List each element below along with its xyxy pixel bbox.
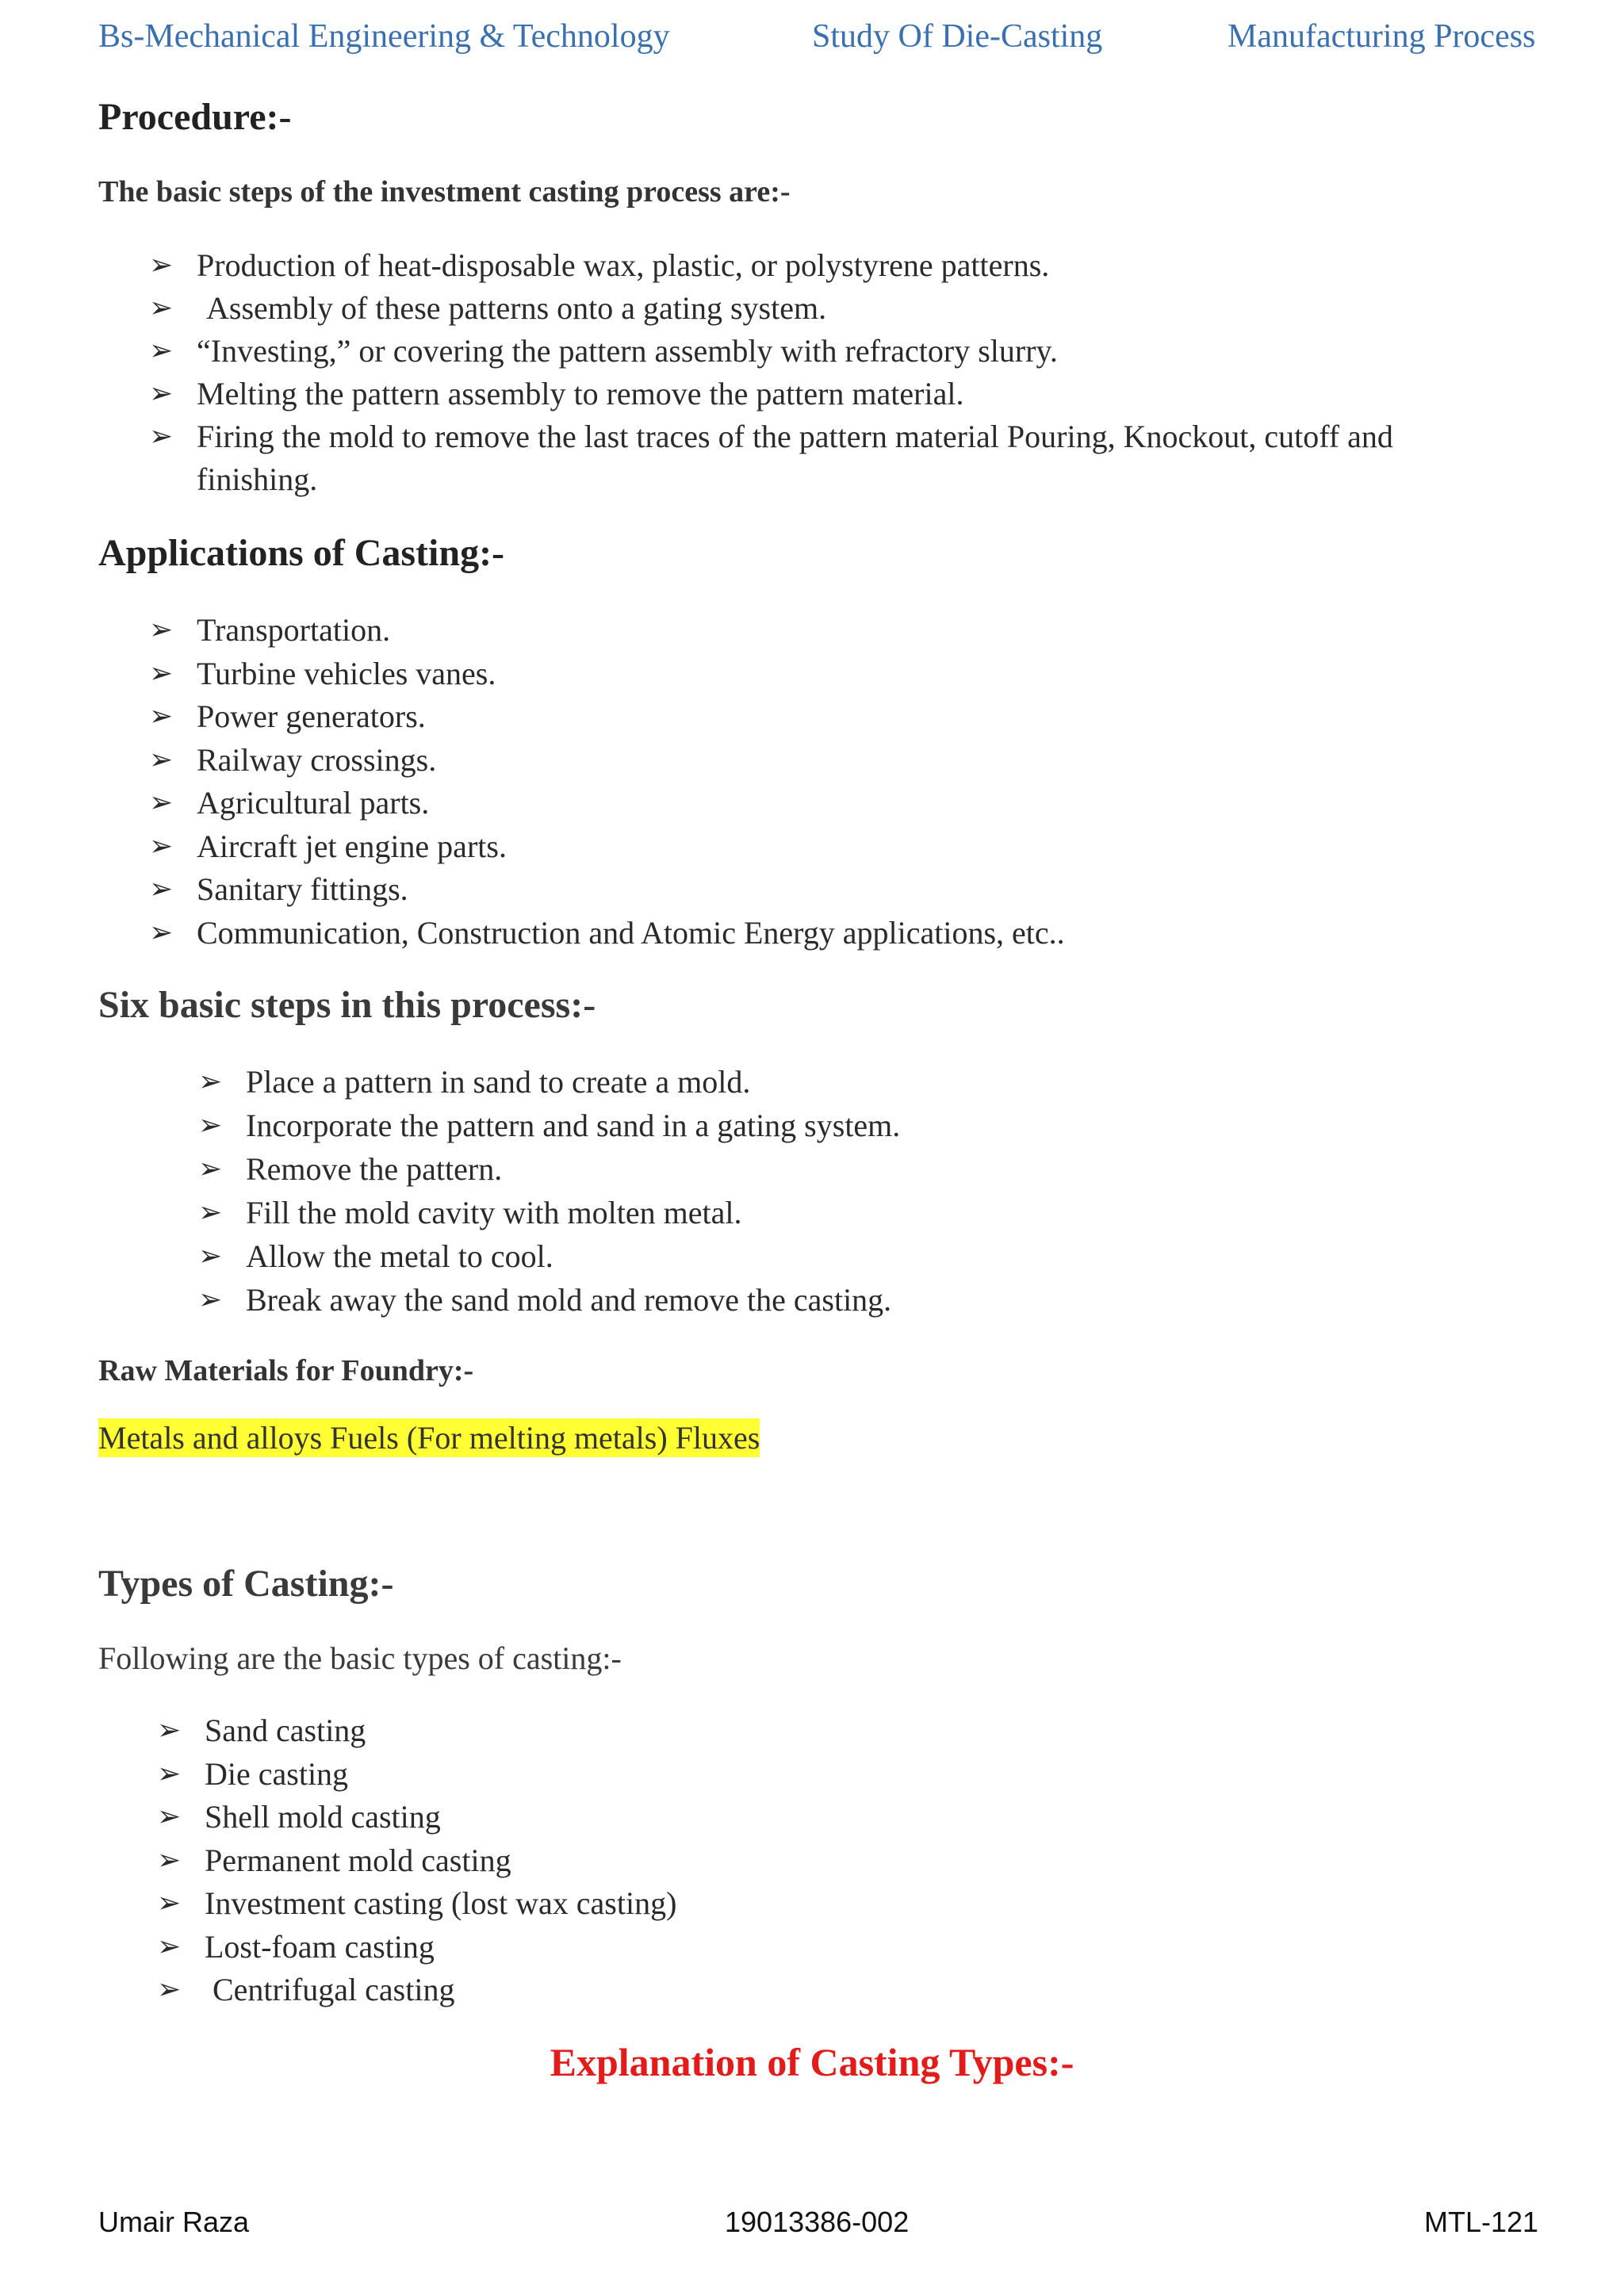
arrowhead-bullet-icon: ➢ bbox=[157, 1930, 182, 1963]
header-title: Study Of Die-Casting bbox=[812, 18, 1103, 55]
arrowhead-bullet-icon: ➢ bbox=[149, 786, 174, 819]
arrowhead-bullet-icon: ➢ bbox=[149, 420, 174, 453]
types-heading: Types of Casting:- bbox=[98, 1563, 394, 1605]
arrowhead-bullet-icon: ➢ bbox=[149, 829, 174, 863]
arrowhead-bullet-icon: ➢ bbox=[149, 916, 174, 949]
arrowhead-bullet-icon: ➢ bbox=[149, 335, 174, 367]
footer-roll-number: 19013386-002 bbox=[725, 2206, 910, 2238]
header-program: Bs-Mechanical Engineering & Technology bbox=[98, 18, 670, 55]
arrowhead-bullet-icon: ➢ bbox=[157, 1800, 182, 1833]
footer-author: Umair Raza bbox=[98, 2206, 250, 2238]
arrowhead-bullet-icon: ➢ bbox=[157, 1843, 182, 1877]
arrowhead-bullet-icon: ➢ bbox=[157, 1714, 182, 1747]
raw-materials-heading: Raw Materials for Foundry:- bbox=[98, 1354, 474, 1387]
arrowhead-bullet-icon: ➢ bbox=[198, 1109, 223, 1142]
arrowhead-bullet-icon: ➢ bbox=[149, 292, 174, 324]
arrowhead-bullet-icon: ➢ bbox=[149, 656, 174, 690]
arrowhead-bullet-icon: ➢ bbox=[198, 1066, 223, 1098]
highlighted-text: Metals and alloys Fuels (For melting metals) Fluxes bbox=[98, 1420, 760, 1456]
arrowhead-bullet-icon: ➢ bbox=[157, 1973, 182, 2006]
arrowhead-bullet-icon: ➢ bbox=[198, 1196, 223, 1229]
arrowhead-bullet-icon: ➢ bbox=[149, 249, 174, 281]
explanation-heading: Explanation of Casting Types:- bbox=[550, 2040, 1074, 2084]
six-steps-heading: Six basic steps in this process:- bbox=[98, 984, 596, 1026]
arrowhead-bullet-icon: ➢ bbox=[149, 377, 174, 410]
raw-materials-highlight bbox=[98, 1419, 760, 1456]
arrowhead-bullet-icon: ➢ bbox=[198, 1284, 223, 1316]
arrowhead-bullet-icon: ➢ bbox=[198, 1240, 223, 1272]
arrowhead-bullet-icon: ➢ bbox=[198, 1153, 223, 1185]
applications-heading: Applications of Casting:- bbox=[98, 532, 505, 574]
footer-course-code: MTL-121 bbox=[1424, 2206, 1539, 2238]
arrowhead-bullet-icon: ➢ bbox=[149, 743, 174, 776]
arrowhead-bullet-icon: ➢ bbox=[157, 1757, 182, 1790]
arrowhead-bullet-icon: ➢ bbox=[149, 700, 174, 733]
procedure-heading: Procedure:- bbox=[98, 96, 292, 138]
types-intro: Following are the basic types of casting:- bbox=[98, 1640, 622, 1676]
arrowhead-bullet-icon: ➢ bbox=[149, 873, 174, 905]
header-subject: Manufacturing Process bbox=[1228, 18, 1536, 55]
arrowhead-bullet-icon: ➢ bbox=[157, 1887, 182, 1919]
arrowhead-bullet-icon: ➢ bbox=[149, 614, 174, 646]
procedure-intro: The basic steps of the investment casting process are:- bbox=[98, 175, 791, 209]
